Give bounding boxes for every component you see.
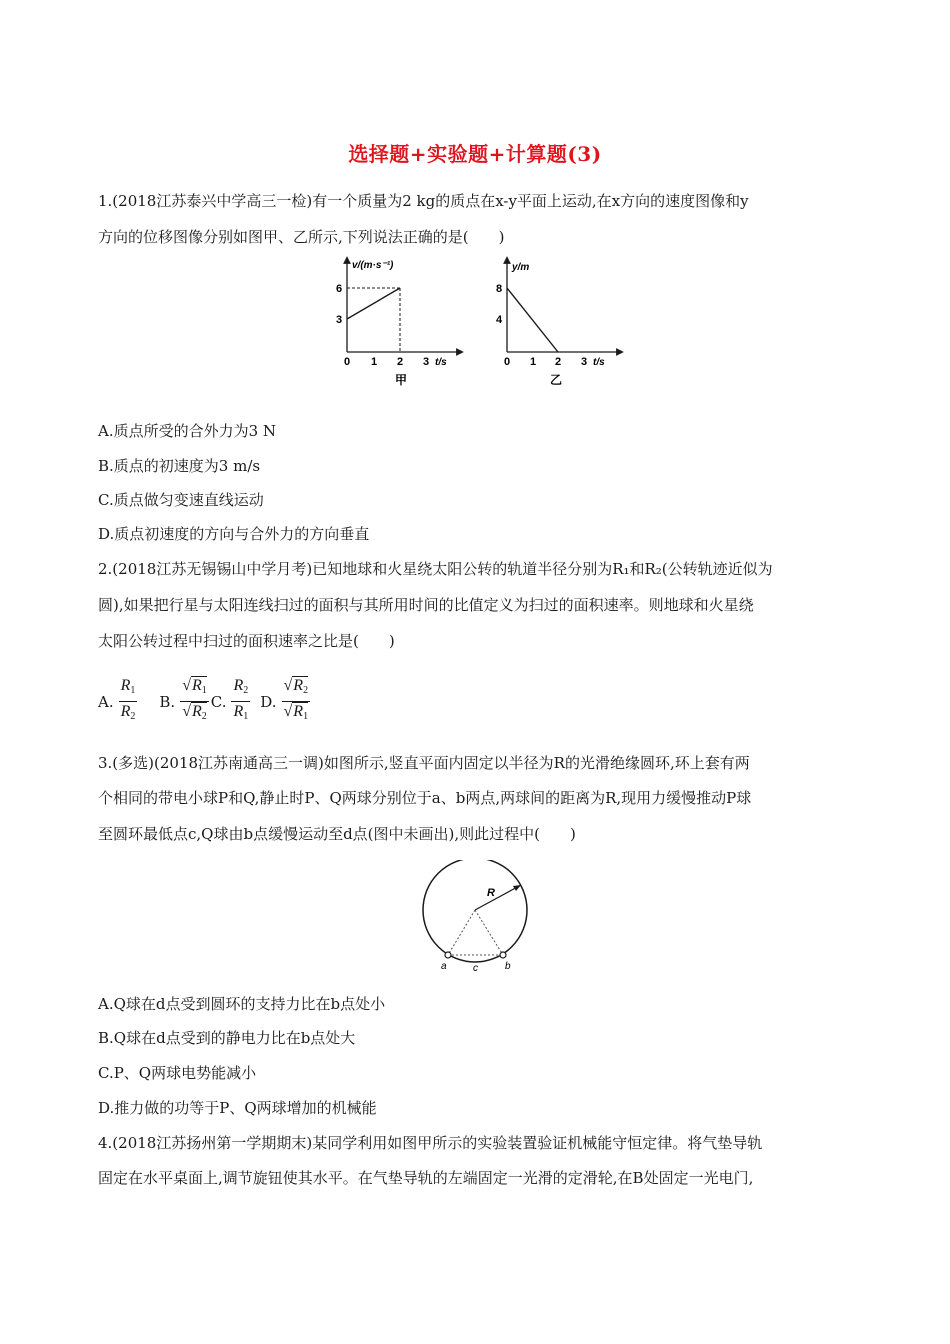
displacement-line bbox=[507, 288, 558, 352]
q1-stem-line2: 方向的位移图像分别如图甲、乙所示,下列说法正确的是( ) bbox=[98, 228, 505, 246]
q3-option-b: B.Q球在d点受到的静电力比在b点处大 bbox=[98, 1029, 356, 1047]
q3-option-c: C.P、Q两球电势能减小 bbox=[98, 1064, 257, 1082]
xtick: 3 bbox=[423, 356, 430, 368]
q3-stem-line2: 个相同的带电小球P和Q,静止时P、Q两球分别位于a、b两点,两球间的距离为R,现用力缓慢推动P球 bbox=[98, 789, 752, 807]
q2-option-a-fraction: $\frac{R_1}{R_2}$ bbox=[120, 677, 136, 722]
xtick: 1 bbox=[530, 356, 537, 368]
q2-stem-line2: 圆),如果把行星与太阳连线扫过的面积与其所用时间的比值定义为扫过的面积速率。则地球和火星绕 bbox=[98, 596, 754, 614]
q2-stem-line1: 2.(2018江苏无锡锡山中学月考)已知地球和火星绕太阳公转的轨道半径分别为R₁和R₂(公转轨迹近似为 bbox=[98, 560, 773, 578]
xtick: 2 bbox=[397, 356, 404, 368]
point-c-label: c bbox=[473, 963, 478, 974]
q1-stem-line1: 1.(2018江苏泰兴中学高三一检)有一个质量为2 kg的质点在x-y平面上运动,在x方向的速度图像和y bbox=[98, 192, 749, 210]
q1-option-a: A.质点所受的合外力为3 N bbox=[98, 422, 277, 440]
ring-diagram bbox=[415, 860, 537, 975]
graph-displacement bbox=[485, 252, 635, 387]
q1-option-b: B.质点的初速度为3 m/s bbox=[98, 457, 261, 475]
q2-option-d-fraction: $\frac{√R_2}{√R_1}$ bbox=[283, 677, 309, 722]
radius-label: R bbox=[487, 887, 495, 899]
graph-displacement-caption: 乙 bbox=[550, 373, 563, 387]
point-a-label: a bbox=[441, 961, 447, 972]
ball-p bbox=[445, 952, 451, 958]
ytick: 4 bbox=[496, 314, 503, 326]
q2-option-b-fraction: $\frac{√R_1}{√R_2}$ bbox=[182, 677, 207, 722]
ytick: 3 bbox=[336, 314, 343, 326]
q2-option-a-label: A. bbox=[98, 692, 114, 711]
q2-option-c-fraction: $\frac{R_2}{R_1}$ bbox=[233, 677, 249, 722]
xtick: 2 bbox=[555, 356, 562, 368]
graph-velocity-caption: 甲 bbox=[395, 373, 408, 387]
graph-displacement-ylabel: y/m bbox=[512, 262, 530, 273]
velocity-line bbox=[347, 288, 400, 319]
q2-stem-line3: 太阳公转过程中扫过的面积速率之比是( ) bbox=[98, 632, 395, 650]
q3-option-a: A.Q球在d点受到圆环的支持力比在b点处小 bbox=[98, 995, 386, 1013]
q1-option-c: C.质点做匀变速直线运动 bbox=[98, 491, 264, 509]
q2-option-d-label: D. bbox=[260, 692, 277, 711]
ytick: 8 bbox=[496, 283, 503, 295]
q4-stem-line2: 固定在水平桌面上,调节旋钮使其水平。在气垫导轨的左端固定一光滑的定滑轮,在B处固定一光电门, bbox=[98, 1169, 754, 1187]
q2-option-c-label: C. bbox=[210, 692, 227, 711]
graph-velocity bbox=[325, 252, 475, 387]
xtick: 0 bbox=[344, 356, 351, 368]
ring bbox=[423, 860, 527, 962]
q4-stem-line1: 4.(2018江苏扬州第一学期期末)某同学利用如图甲所示的实验装置验证机械能守恒定律。将气垫导轨 bbox=[98, 1134, 763, 1152]
graph-velocity-ylabel: v/(m·s⁻¹) bbox=[352, 260, 394, 271]
ball-q bbox=[500, 952, 506, 958]
xtick: 3 bbox=[581, 356, 588, 368]
q3-stem-line1: 3.(多选)(2018江苏南通高三一调)如图所示,竖直平面内固定以半径为R的光滑绝缘圆环,环上套有两 bbox=[98, 754, 750, 772]
q3-option-d: D.推力做的功等于P、Q两球增加的机械能 bbox=[98, 1099, 377, 1117]
page-title: 选择题+实验题+计算题(3) bbox=[348, 142, 602, 166]
point-b-label: b bbox=[505, 961, 511, 972]
radius-line bbox=[475, 885, 521, 910]
graph-velocity-xlabel: t/s bbox=[435, 357, 447, 368]
q3-stem-line3: 至圆环最低点c,Q球由b点缓慢运动至d点(图中未画出),则此过程中( ) bbox=[98, 825, 576, 843]
q2-options bbox=[98, 676, 312, 727]
ytick: 6 bbox=[336, 283, 343, 295]
xtick: 0 bbox=[504, 356, 511, 368]
graph-displacement-xlabel: t/s bbox=[593, 357, 605, 368]
q2-option-b-label: B. bbox=[159, 692, 176, 711]
xtick: 1 bbox=[371, 356, 378, 368]
q1-option-d: D.质点初速度的方向与合外力的方向垂直 bbox=[98, 525, 370, 543]
